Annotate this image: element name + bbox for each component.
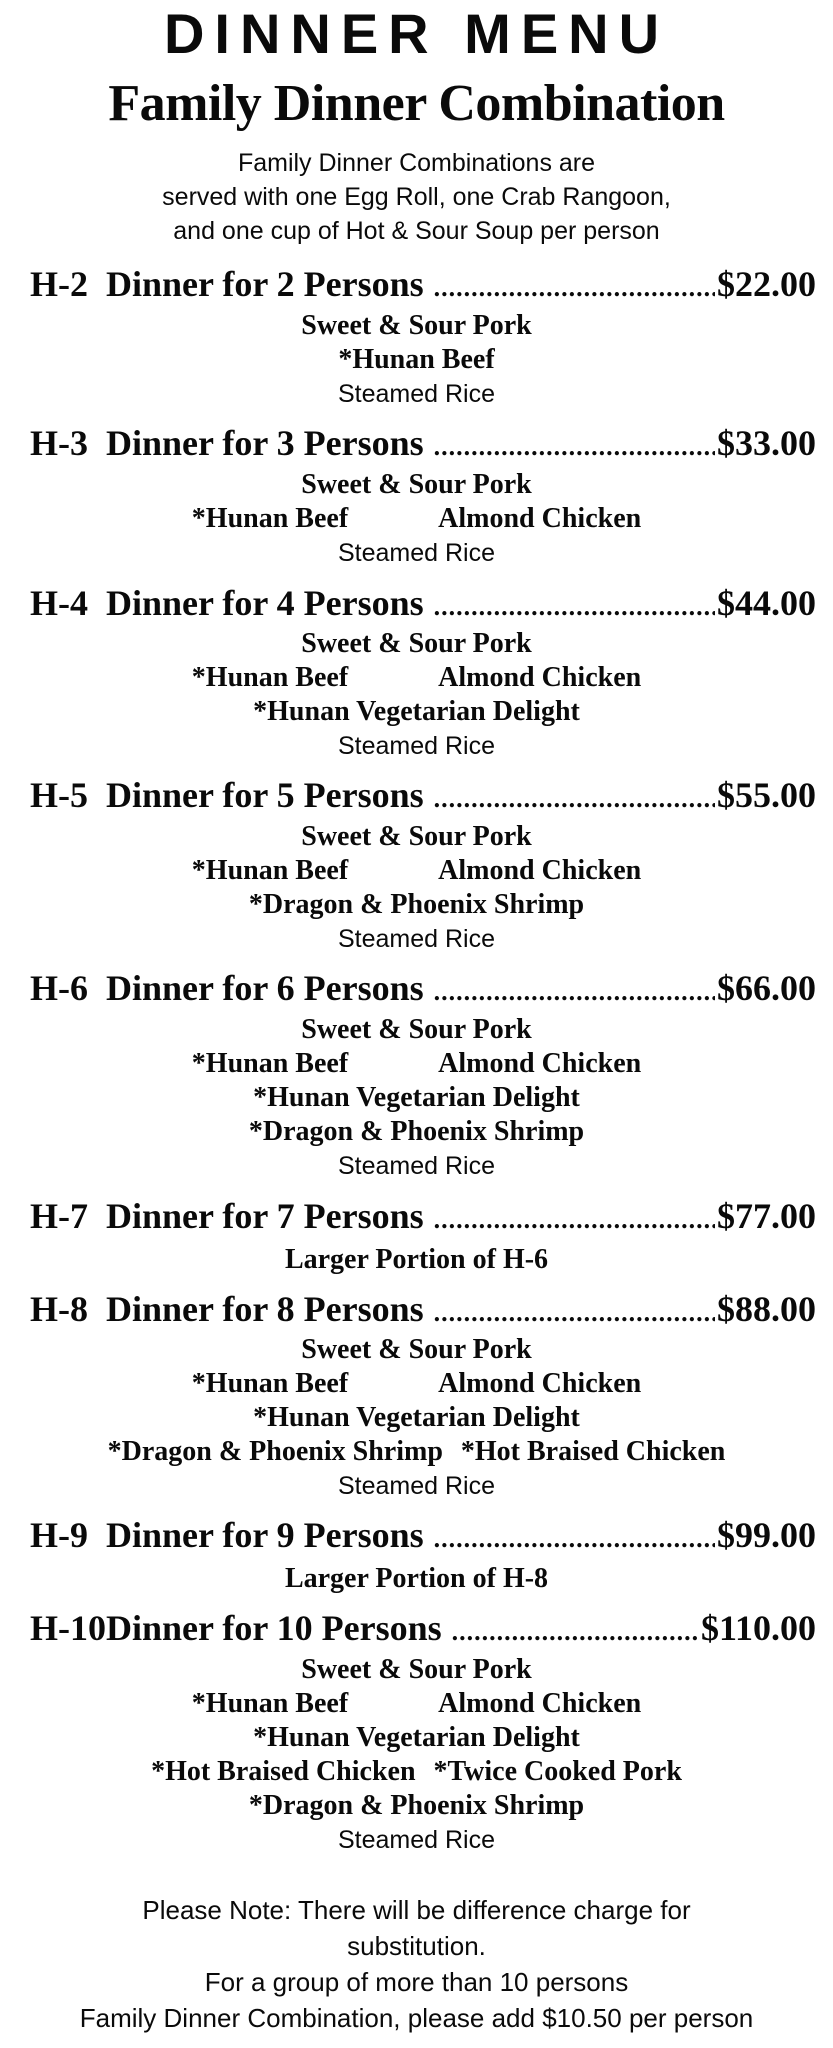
- combo-title-h5: [30, 773, 816, 817]
- combo-price: $66.00: [717, 968, 816, 1008]
- rice-item: Steamed Rice: [337, 925, 496, 953]
- combo-name: Dinner for 7 Persons: [106, 1196, 424, 1236]
- combo-title-h3: [30, 421, 816, 465]
- combo-code: H-4: [30, 583, 88, 623]
- dish-item: *Twice Cooked Pork: [433, 1756, 682, 1787]
- footer-note-line: For a group of more than 10 persons: [204, 1967, 629, 1997]
- combo-code: H-6: [30, 968, 88, 1008]
- dish-pair: [0, 502, 833, 536]
- combo-price: $44.00: [717, 583, 816, 623]
- leader-dots: [434, 1291, 715, 1335]
- combo-title-h7: [30, 1194, 816, 1238]
- rice-item: Steamed Rice: [337, 1472, 496, 1500]
- combo-code: H-10: [30, 1608, 106, 1648]
- dish-item: *Hunan Beef: [191, 855, 349, 886]
- dish-pair: [0, 661, 833, 695]
- combo-name: Dinner for 6 Persons: [106, 968, 424, 1008]
- intro-line: served with one Egg Roll, one Crab Rangoon,: [162, 183, 671, 211]
- combo-code: H-8: [30, 1289, 88, 1329]
- dish-item: *Hunan Beef: [191, 503, 349, 534]
- combo-price: $110.00: [700, 1608, 816, 1648]
- rice-item: Steamed Rice: [337, 732, 496, 760]
- dish-item: Sweet & Sour Pork: [301, 1014, 532, 1045]
- dish-item: Sweet & Sour Pork: [301, 1334, 532, 1365]
- combo-name: Dinner for 8 Persons: [106, 1289, 424, 1329]
- dish-pair: [0, 1687, 833, 1721]
- leader-dots: [434, 777, 715, 821]
- leader-dots: [434, 1517, 715, 1561]
- dish-item: *Hunan Beef: [191, 1048, 349, 1079]
- combo-title-h9: [30, 1513, 816, 1557]
- intro-text: [0, 146, 833, 248]
- intro-line: Family Dinner Combinations are: [237, 149, 596, 177]
- dish-item: Almond Chicken: [438, 1048, 642, 1079]
- rice-item: Steamed Rice: [337, 380, 496, 408]
- footer-note-line: Family Dinner Combination, please add $10.50 per person: [79, 2003, 754, 2033]
- dish-item: Almond Chicken: [438, 855, 642, 886]
- dish-item: Sweet & Sour Pork: [301, 469, 532, 500]
- combo-name: Dinner for 10 Persons: [106, 1608, 442, 1648]
- combo-title-h6: [30, 966, 816, 1010]
- combo-price: $22.00: [717, 264, 816, 304]
- dish-item: *Hot Braised Chicken: [460, 1436, 726, 1467]
- dish-item: *Hunan Vegetarian Delight: [253, 1082, 580, 1113]
- leader-dots: [434, 266, 715, 310]
- intro-line: and one cup of Hot & Sour Soup per person: [173, 217, 660, 245]
- dish-item: *Hunan Vegetarian Delight: [253, 1722, 580, 1753]
- menu-subtitle: Family Dinner Combination: [108, 75, 725, 132]
- dish-item: Sweet & Sour Pork: [301, 310, 532, 341]
- dish-pair: [0, 1435, 833, 1469]
- combo-price: $99.00: [717, 1515, 816, 1555]
- combo-code: H-2: [30, 264, 88, 304]
- dish-item: *Hunan Vegetarian Delight: [253, 1402, 580, 1433]
- combo-name: Dinner for 9 Persons: [106, 1515, 424, 1555]
- dish-item: *Dragon & Phoenix Shrimp: [248, 1790, 585, 1821]
- combo-name: Dinner for 4 Persons: [106, 583, 424, 623]
- combo-code: H-9: [30, 1515, 88, 1555]
- combo-name: Dinner for 3 Persons: [106, 423, 424, 463]
- rice-item: Steamed Rice: [337, 1826, 496, 1854]
- leader-dots: [434, 425, 715, 469]
- dish-item: Almond Chicken: [438, 503, 642, 534]
- combo-title-h10: [30, 1606, 816, 1650]
- combo-title-h2: [30, 262, 816, 306]
- dish-item: Sweet & Sour Pork: [301, 628, 532, 659]
- portion-note: Larger Portion of H-8: [284, 1563, 549, 1594]
- rice-item: Steamed Rice: [337, 539, 496, 567]
- leader-dots: [434, 585, 715, 629]
- dish-item: *Hot Braised Chicken: [151, 1756, 416, 1787]
- dish-item: *Hunan Vegetarian Delight: [253, 696, 580, 727]
- dish-item: Almond Chicken: [438, 662, 642, 693]
- dish-pair: [0, 854, 833, 888]
- rice-item: Steamed Rice: [337, 1152, 496, 1180]
- combo-title-h8: [30, 1287, 816, 1331]
- menu-title: DINNER MENU: [163, 2, 670, 65]
- dish-item: *Hunan Beef: [191, 662, 349, 693]
- dish-item: *Hunan Beef: [191, 1368, 349, 1399]
- combo-price: $88.00: [717, 1289, 816, 1329]
- combo-price: $55.00: [717, 775, 816, 815]
- combo-name: Dinner for 2 Persons: [106, 264, 424, 304]
- dish-pair: [0, 1367, 833, 1401]
- combo-name: Dinner for 5 Persons: [106, 775, 424, 815]
- dish-item: *Dragon & Phoenix Shrimp: [248, 1116, 585, 1147]
- dish-item: *Hunan Beef: [191, 1688, 349, 1719]
- leader-dots: [434, 970, 715, 1014]
- dish-pair: [0, 1755, 833, 1789]
- dish-item: Almond Chicken: [438, 1368, 642, 1399]
- leader-dots: [434, 1198, 715, 1242]
- combo-title-h4: [30, 581, 816, 625]
- dish-item: *Hunan Beef: [338, 344, 495, 375]
- combo-code: H-5: [30, 775, 88, 815]
- combo-code: H-7: [30, 1196, 88, 1236]
- combo-price: $33.00: [717, 423, 816, 463]
- footer-note-line: Please Note: There will be difference charge for: [142, 1895, 691, 1925]
- dish-item: *Dragon & Phoenix Shrimp: [248, 889, 585, 920]
- dish-item: Sweet & Sour Pork: [301, 821, 532, 852]
- footer-note-line: substitution.: [347, 1931, 486, 1961]
- dish-pair: [0, 1047, 833, 1081]
- dish-item: Sweet & Sour Pork: [301, 1654, 532, 1685]
- dish-item: *Dragon & Phoenix Shrimp: [107, 1436, 443, 1467]
- leader-dots: [452, 1610, 699, 1654]
- combo-code: H-3: [30, 423, 88, 463]
- dish-item: Almond Chicken: [438, 1688, 642, 1719]
- portion-note: Larger Portion of H-6: [284, 1244, 549, 1275]
- combo-price: $77.00: [717, 1196, 816, 1236]
